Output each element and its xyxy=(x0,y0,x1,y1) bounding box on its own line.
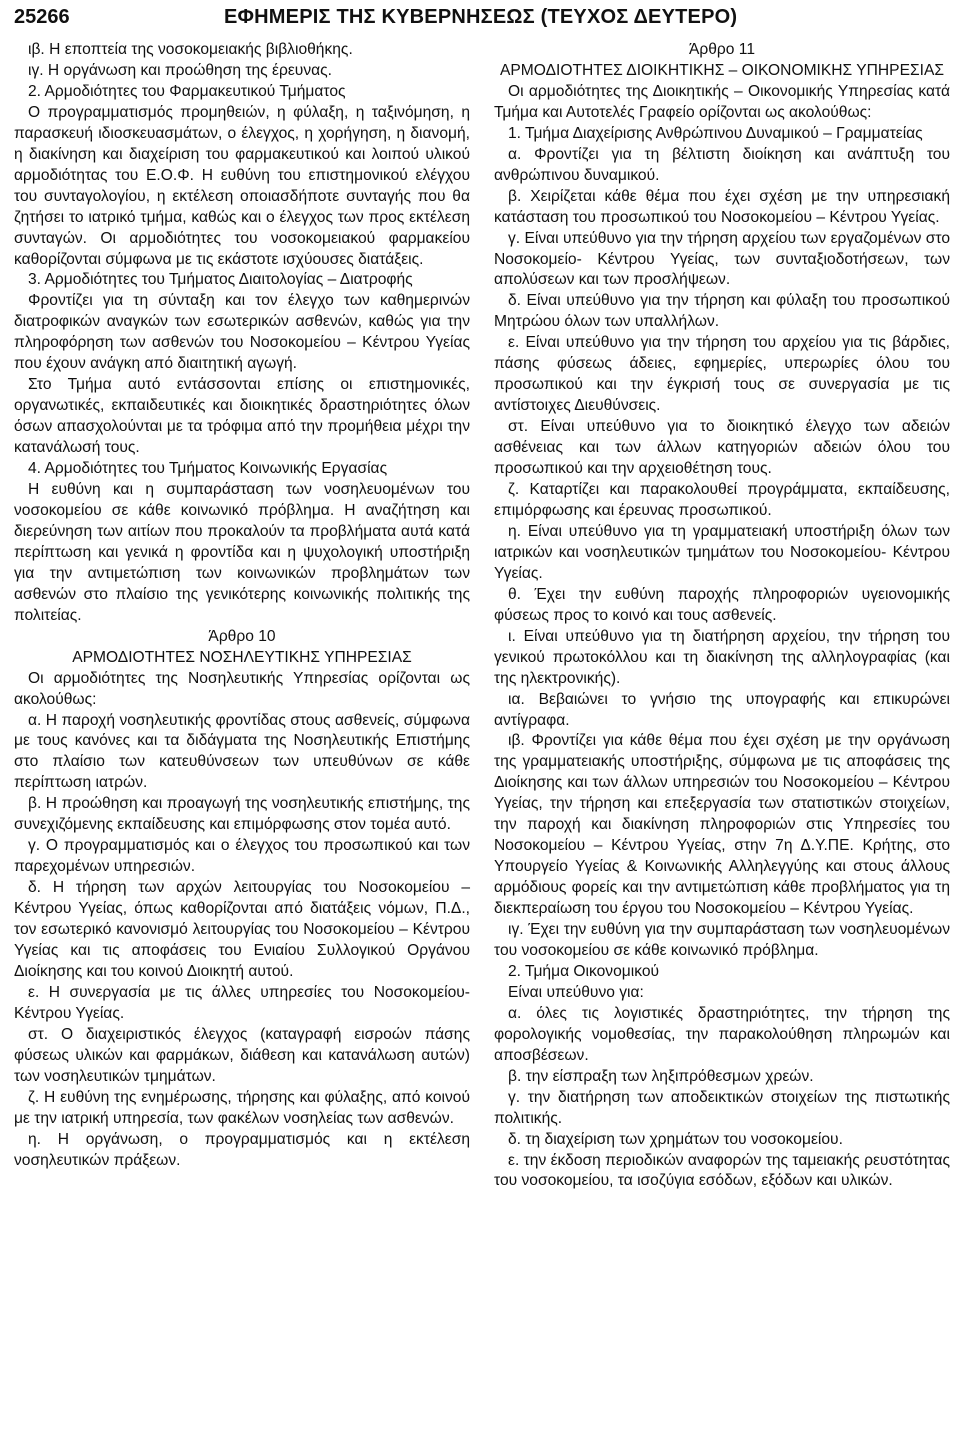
right-column-paragraph: 2. Τμήμα Οικονομικού xyxy=(508,962,660,980)
left-column-paragraph: Φροντίζει για τη σύνταξη και τον έλεγχο των καθημερινών διατροφικών αναγκών των εσωτερικών ασθενών, καθώς για την πληροφόρηση των ασθενών του Νοσοκομείου – Κέντρου Υγείας που έχουν ανάγκη από διαιτητική αγωγή. xyxy=(14,292,470,373)
left-column-paragraph: γ. Ο προγραμματισμός και ο έλεγχος του προσωπικού και των παρεχομένων υπηρεσιών. xyxy=(14,837,470,876)
left-column-paragraph: 2. Αρμοδιότητες του Φαρμακευτικού Τμήματος xyxy=(28,82,346,100)
right-column-paragraph: ε. Είναι υπεύθυνο για την τήρηση του αρχείου για τις βάρδιες, πάσης φύσεως άδειες, εφημερίες, υπερωρίες όλου του προσωπικού και την έγκρισή τους σε συνεργασία με τις αντίστοιχες Διευθύνσεις. xyxy=(494,334,950,415)
left-column-paragraph: ζ. Η ευθύνη της ενημέρωσης, τήρησης και φύλαξης, από κοινού με την ιατρική υπηρεσία, των φακέλων νοσηλείας των ασθενών. xyxy=(14,1088,470,1127)
right-column-paragraph: η. Είναι υπεύθυνο για τη γραμματειακή υποστήριξη όλων των ιατρικών και νοσηλευτικών τμημάτων του Νοσοκομείου- Κέντρου Υγείας. xyxy=(494,522,950,582)
right-column-paragraph: γ. την διατήρηση των αποδεικτικών στοιχείων της πιστωτικής πολιτικής. xyxy=(494,1088,950,1127)
left-column-paragraph: β. Η προώθηση και προαγωγή της νοσηλευτικής επιστήμης, της συνεχιζόμενης εκπαίδευσης και επιμόρφωσης στον τομέα αυτό. xyxy=(14,795,470,834)
gazette-title: ΕΦΗΜΕΡΙΣ ΤΗΣ ΚΥΒΕΡΝΗΣΕΩΣ (ΤΕΥΧΟΣ ΔΕΥΤΕΡΟ) xyxy=(224,5,738,28)
right-column-paragraph: ια. Βεβαιώνει το γνήσιο της υπογραφής και επικυρώνει αντίγραφα. xyxy=(494,690,950,729)
left-column-paragraph: η. Η οργάνωση, ο προγραμματισμός και η εκτέλεση νοσηλευτικών πράξεων. xyxy=(14,1130,470,1169)
page-header xyxy=(14,0,946,34)
right-column-paragraph: β. Χειρίζεται κάθε θέμα που έχει σχέση με την υπηρεσιακή κατάσταση του προσωπικού του Νοσοκομείου – Κέντρου Υγείας. xyxy=(494,187,950,226)
right-column-paragraph: γ. Είναι υπεύθυνο για την τήρηση αρχείου των εργαζομένων στο Νοσοκομείο- Κέντρου Υγείας, των συνταξιοδοτήσεων, των απολύσεων και των προσλήψεων. xyxy=(494,229,950,289)
right-column-paragraph: Άρθρο 11 xyxy=(688,41,755,58)
right-column-paragraph: ι. Είναι υπεύθυνο για τη διατήρηση αρχείου, την τήρηση του γενικού πρωτοκόλλου και τη διακίνηση της αλληλογραφίας (και της ηλεκτρονικής). xyxy=(494,627,950,687)
left-column-paragraph: δ. Η τήρηση των αρχών λειτουργίας του Νοσοκομείου – Κέντρου Υγείας, όπως καθορίζονται από διατάξεις νόμων, Π.Δ., τον εσωτερικό κανονισμό λειτουργίας του Νοσοκομείου – Κέντρου Υγείας και τις αποφάσεις του Ενιαίου Συλλογικού Οργάνου Διοίκησης και του κοινού Διοικητή αυτού. xyxy=(14,879,470,980)
left-column-paragraph: στ. Ο διαχειριστικός έλεγχος (καταγραφή εισροών πάσης φύσεως υλικών και φαρμάκων, διάθεση και κατανάλωση αυτών) των νοσηλευτικών τμημάτων. xyxy=(14,1025,470,1085)
right-column-paragraph: α. όλες τις λογιστικές δραστηριότητες, την τήρηση της φορολογικής νομοθεσίας, την παρακολούθηση πληρωμών και αποσβέσεων. xyxy=(494,1004,950,1064)
left-column-paragraph: 4. Αρμοδιότητες του Τμήματος Κοινωνικής Εργασίας xyxy=(28,460,388,478)
right-column-paragraph: ΑΡΜΟΔΙΟΤΗΤΕΣ ΔΙΟΙΚΗΤΙΚΗΣ – ΟΙΚΟΝΟΜΙΚΗΣ ΥΠΗΡΕΣΙΑΣ xyxy=(500,61,944,79)
right-column-paragraph: στ. Είναι υπεύθυνο για το διοικητικό έλεγχο των αδειών ασθένειας και των άλλων κατηγοριών αδειών όλου του προσωπικού και την αρχειοθέτηση τους. xyxy=(494,418,950,478)
right-column-paragraph: δ. Είναι υπεύθυνο για την τήρηση και φύλαξη του προσωπικού Μητρώου όλων των υπαλλήλων. xyxy=(494,292,950,331)
left-column-paragraph: Οι αρμοδιότητες της Νοσηλευτικής Υπηρεσίας ορίζονται ως ακολούθως: xyxy=(14,669,470,708)
left-column xyxy=(14,40,470,1171)
right-column-paragraph: β. την είσπραξη των ληξιπρόθεσμων χρεών. xyxy=(508,1067,814,1085)
left-column-paragraph: ιβ. Η εποπτεία της νοσοκομειακής βιβλιοθήκης. xyxy=(28,41,353,58)
left-column-paragraph: Η ευθύνη και η συμπαράσταση των νοσηλευομένων του νοσοκομείου σε κάθε κοινωνικό πρόβλημα. Η αναζήτηση και διερεύνηση των αιτίων που προκαλούν τα προβλήματα αυτά κατά περίπτωση και γενικά η φροντίδα και η ψυχολογική υποστήριξη για την αντιμετώπιση των κοινωνικών προβλημάτων των ασθενών στο πλαίσιο της γενικότερης κοινωνικής πολιτικής της πολιτείας. xyxy=(14,481,470,624)
left-column-paragraph: Ο προγραμματισμός προμηθειών, η φύλαξη, η ταξινόμηση, η παρασκευή ιδιοσκευασμάτων, ο έλεγχος, η χορήγηση, η διανομή, η διακίνηση και διαχείριση του φαρμακευτικού και λοιπού υλικού αρμοδιότητας του Ε.Ο.Φ. Η ευθύνη του επιστημονικού ελέγχου του συνταγολογίου, η εκτέλεση οποιασδήποτε συνταγής που θα ζητήσει το ιατρικό τμήμα, καθώς και ο έλεγχος των προς εκτέλεση συνταγών. Οι αρμοδιότητες του νοσοκομειακού φαρμακείου καθορίζονται σύμφωνα με τις εκάστοτε ισχύουσες διατάξεις. xyxy=(14,103,470,268)
left-column-paragraph: ιγ. Η οργάνωση και προώθηση της έρευνας. xyxy=(28,61,332,79)
right-column-paragraph: θ. Έχει την ευθύνη παροχής πληροφοριών υγειονομικής φύσεως προς το κοινό και τους ασθενείς. xyxy=(494,585,950,624)
left-column-paragraph: ΑΡΜΟΔΙΟΤΗΤΕΣ ΝΟΣΗΛΕΥΤΙΚΗΣ ΥΠΗΡΕΣΙΑΣ xyxy=(72,648,412,666)
right-column xyxy=(494,40,950,1192)
left-column-paragraph: ε. Η συνεργασία με τις άλλες υπηρεσίες του Νοσοκομείου- Κέντρου Υγείας. xyxy=(14,983,470,1022)
left-column-paragraph: Στο Τμήμα αυτό εντάσσονται επίσης οι επιστημονικές, οργανωτικές, εκπαιδευτικές και διοικητικές δραστηριότητες όλων όσων απασχολούνται με τα τρόφιμα από την προμήθεια μέχρι την κατανάλωσή τους. xyxy=(14,376,470,457)
right-column-paragraph: ζ. Καταρτίζει και παρακολουθεί προγράμματα, εκπαίδευσης, επιμόρφωσης και έρευνας προσωπικού. xyxy=(494,481,950,519)
right-column-paragraph: δ. τη διαχείριση των χρημάτων του νοσοκομείου. xyxy=(508,1130,843,1148)
left-column-paragraph: α. Η παροχή νοσηλευτικής φροντίδας στους ασθενείς, σύμφωνα με τους κανόνες και τα διδάγματα της Νοσηλευτικής Επιστήμης στο πλαίσιο των κατευθύνσεων των υπευθύνων σε κάθε περίπτωση ιατρών. xyxy=(14,711,470,792)
right-column-paragraph: Οι αρμοδιότητες της Διοικητικής – Οικονομικής Υπηρεσίας κατά Τμήμα και Αυτοτελές Γραφείο ορίζονται ως ακολούθως: xyxy=(494,82,950,121)
right-column-paragraph: α. Φροντίζει για τη βέλτιστη διοίκηση και ανάπτυξη του ανθρώπινου δυναμικού. xyxy=(494,145,950,184)
right-column-paragraph: ε. την έκδοση περιοδικών αναφορών της ταμειακής ρευστότητας του νοσοκομείου, τα ισοζύγια εσόδων, εξόδων και υλικών. xyxy=(494,1151,950,1190)
right-column-paragraph: Είναι υπεύθυνο για: xyxy=(508,983,644,1001)
page-number: 25266 xyxy=(14,5,70,28)
right-column-paragraph: ιβ. Φροντίζει για κάθε θέμα που έχει σχέση με την οργάνωση της γραμματειακής υποστήριξης, σύμφωνα με τις αποφάσεις της Διοίκησης και των άλλων υπηρεσιών του Νοσοκομείου – Κέντρου Υγείας, την τήρηση και επεξεργασία των στατιστικών στοιχείων, την παροχή και διακίνηση πληροφοριών στις Υπηρεσίες του Νοσοκομείου – Κέντρου Υγείας, στην 7η Δ.Υ.ΠΕ. Κρήτης, στο Υπουργείο Υγείας & Κοινωνικής Αλληλεγγύης και στους άλλους αρμόδιους φορείς και την αντιμετώπιση κάθε προβλήματος για τη διεκπεραίωση του έργου του Νοσοκομείου – Κέντρου Υγείας. xyxy=(494,732,950,918)
right-column-paragraph: 1. Τμήμα Διαχείρισης Ανθρώπινου Δυναμικού – Γραμματείας xyxy=(508,124,923,142)
left-column-paragraph: Άρθρο 10 xyxy=(208,627,276,645)
left-column-paragraph: 3. Αρμοδιότητες του Τμήματος Διαιτολογίας – Διατροφής xyxy=(28,271,413,289)
right-column-paragraph: ιγ. Έχει την ευθύνη για την συμπαράσταση των νοσηλευομένων του νοσοκομείου σε κάθε κοινωνικό πρόβλημα. xyxy=(494,921,950,959)
